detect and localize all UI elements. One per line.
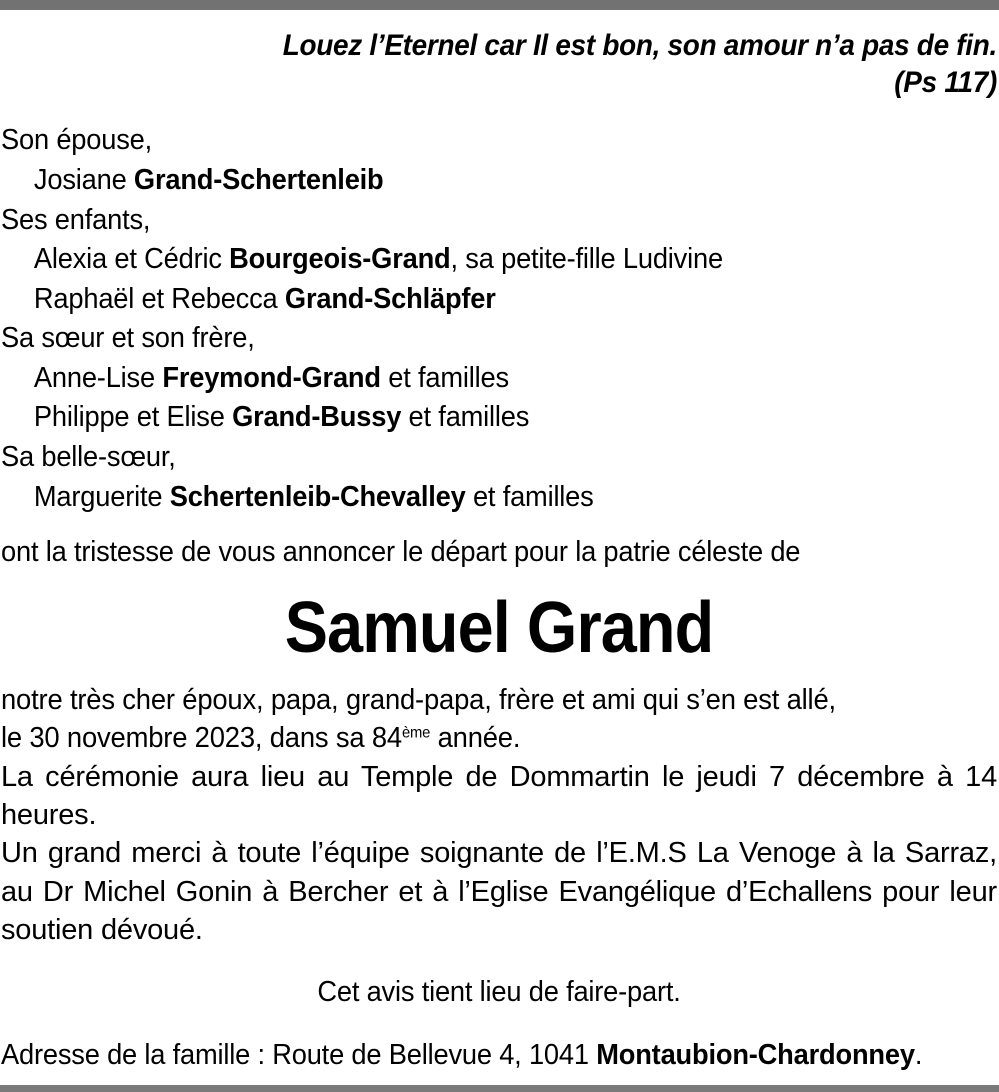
top-rule-divider xyxy=(0,0,999,10)
member-given-name: Alexia et Cédric xyxy=(33,243,230,276)
member-surname: Grand-Bussy xyxy=(232,401,402,434)
deceased-name: Samuel Grand xyxy=(284,587,714,668)
epigraph xyxy=(71,27,997,101)
member-surname: Freymond-Grand xyxy=(162,361,381,394)
death-date-suffix: année. xyxy=(430,722,521,755)
family-list xyxy=(1,121,997,517)
notice-body xyxy=(0,10,999,1085)
member-given-name: Marguerite xyxy=(33,480,170,513)
member-surname: Bourgeois-Grand xyxy=(229,243,451,276)
member-given-name: Raphaël et Rebecca xyxy=(33,282,285,315)
member-surname: Grand-Schläpfer xyxy=(284,282,496,315)
faire-part-note: Cet avis tient lieu de faire-part. xyxy=(317,975,681,1008)
member-given-name: Josiane xyxy=(33,163,134,196)
relation-line: notre très cher époux, papa, grand-papa, frère et ami qui s’en est allé, xyxy=(1,683,836,716)
member-surname: Schertenleib-Chevalley xyxy=(169,480,466,513)
ceremony-paragraph: La cérémonie aura lieu au Temple de Dommartin le jeudi 7 décembre à 14 heures. xyxy=(1,760,997,832)
family-address xyxy=(1,1037,937,1075)
address-prefix: Adresse de la famille : Route de Bellevue 4, 1041 xyxy=(1,1039,597,1072)
family-member xyxy=(1,398,937,438)
bottom-rule-divider xyxy=(0,1085,999,1092)
member-suffix: et familles xyxy=(380,361,509,394)
family-group-heading: Son épouse, xyxy=(1,124,153,157)
member-surname: Grand-Schertenleib xyxy=(133,163,384,196)
death-date-line xyxy=(1,719,942,757)
family-group-heading: Sa belle-sœur, xyxy=(1,441,176,473)
family-member xyxy=(1,359,937,399)
death-date-prefix: le 30 novembre 2023, dans sa 84 xyxy=(1,722,402,755)
family-member xyxy=(1,240,937,280)
address-suffix: . xyxy=(914,1039,923,1072)
family-member xyxy=(1,161,937,201)
family-group-heading: Ses enfants, xyxy=(1,203,151,236)
family-member xyxy=(1,280,937,320)
member-given-name: Philippe et Elise xyxy=(33,401,233,434)
member-suffix: et familles xyxy=(465,480,594,513)
epigraph-verse: Louez l’Eternel car Il est bon, son amour n’a pas de fin. xyxy=(282,29,997,62)
member-suffix: et familles xyxy=(401,401,530,434)
thanks-paragraph: Un grand merci à toute l’équipe soignante de l’E.M.S La Venoge à la Sarraz, au Dr Michel Gonin à Bercher et à l’Eglise Evangélique d’Echallens pour leur soutien dévoué. xyxy=(1,837,997,947)
family-member xyxy=(1,478,937,518)
address-locality: Montaubion-Chardonney xyxy=(596,1039,915,1072)
epigraph-reference: (Ps 117) xyxy=(894,66,997,100)
age-ordinal-suffix: ème xyxy=(401,724,431,742)
announcement-lead: ont la tristesse de vous annoncer le départ pour la patrie céleste de xyxy=(1,536,801,569)
member-given-name: Anne-Lise xyxy=(33,361,163,394)
family-group-heading: Sa sœur et son frère, xyxy=(1,322,255,355)
member-suffix: , sa petite-fille Ludivine xyxy=(450,243,723,276)
